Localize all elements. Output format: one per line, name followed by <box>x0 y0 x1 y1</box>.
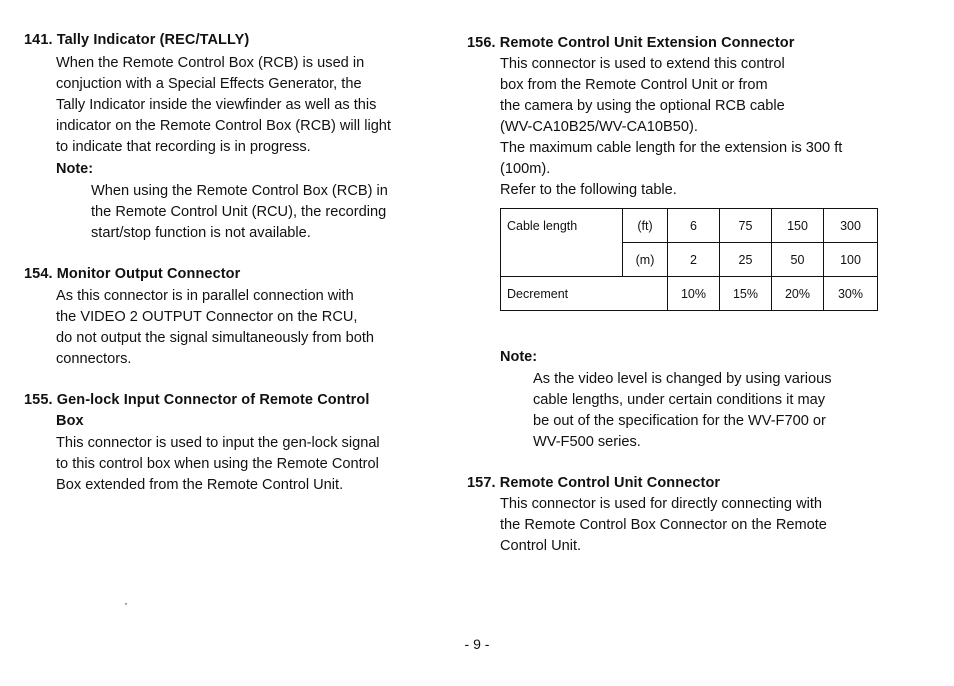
table-cell: 75 <box>720 209 772 243</box>
table-row <box>501 277 878 311</box>
section-141-heading: 141. Tally Indicator (REC/TALLY) <box>24 32 250 48</box>
scan-speck: · <box>124 596 128 610</box>
text-line: be out of the specification for the WV-F700 or <box>533 413 826 429</box>
m-unit-cell: (m) <box>623 243 668 277</box>
text-line: (100m). <box>500 161 551 177</box>
text-line: Refer to the following table. <box>500 182 677 198</box>
decrement-label: Decrement <box>501 277 668 311</box>
cable-length-label: Cable length <box>501 209 623 243</box>
text-line: indicator on the Remote Control Box (RCB) will light <box>56 118 391 134</box>
text-line: to indicate that recording is in progress. <box>56 139 311 155</box>
table-cell: 6 <box>668 209 720 243</box>
text-line: do not output the signal simultaneously from both <box>56 330 375 346</box>
table-cell: 2 <box>668 243 720 277</box>
table-cell: 25 <box>720 243 772 277</box>
table-row <box>501 209 878 243</box>
text-line: As the video level is changed by using various <box>533 371 832 387</box>
text-line: Box extended from the Remote Control Unit. <box>56 477 344 493</box>
text-line: box from the Remote Control Unit or from <box>500 77 768 93</box>
table-cell <box>501 243 623 277</box>
section-154-heading: 154. Monitor Output Connector <box>24 266 241 282</box>
section-157-heading: 157. Remote Control Unit Connector <box>467 475 721 491</box>
section-141-note-label: Note: <box>56 161 94 177</box>
text-line: Control Unit. <box>500 538 582 554</box>
text-line: the camera by using the optional RCB cable <box>500 98 785 114</box>
table-cell: 15% <box>720 277 772 311</box>
cable-length-table <box>500 208 878 311</box>
table-cell: 30% <box>824 277 878 311</box>
section-154-body <box>56 286 438 370</box>
text-line: the Remote Control Box Connector on the Remote <box>500 517 827 533</box>
text-line: The maximum cable length for the extension is 300 ft <box>500 140 843 156</box>
section-156-note-body <box>533 369 883 453</box>
section-141-note-body <box>91 181 438 244</box>
text-line: When the Remote Control Box (RCB) is used in <box>56 55 365 71</box>
section-156-heading: 156. Remote Control Unit Extension Connector <box>467 35 795 51</box>
text-line: start/stop function is not available. <box>91 225 311 241</box>
table-cell: 100 <box>824 243 878 277</box>
text-line: conjuction with a Special Effects Generator, the <box>56 76 362 92</box>
text-line: cable lengths, under certain conditions it may <box>533 392 826 408</box>
section-156-body <box>500 54 881 201</box>
text-line: the Remote Control Unit (RCU), the recording <box>91 204 387 220</box>
text-line: When using the Remote Control Box (RCB) in <box>91 183 388 199</box>
text-line: (WV-CA10B25/WV-CA10B50). <box>500 119 698 135</box>
section-155-heading-cont: Box <box>56 413 84 429</box>
text-line: connectors. <box>56 351 132 367</box>
table-cell: 50 <box>772 243 824 277</box>
text-line: Tally Indicator inside the viewfinder as well as this <box>56 97 377 113</box>
text-line: WV-F500 series. <box>533 434 641 450</box>
ft-unit-cell: (ft) <box>623 209 668 243</box>
section-156-note-label: Note: <box>500 349 538 365</box>
section-155-heading: 155. Gen-lock Input Connector of Remote Control <box>24 392 370 408</box>
page-number: - 9 - <box>464 636 490 652</box>
table-row <box>501 243 878 277</box>
text-line: the VIDEO 2 OUTPUT Connector on the RCU, <box>56 309 358 325</box>
text-line: This connector is used to input the gen-lock signal <box>56 435 380 451</box>
table-cell: 10% <box>668 277 720 311</box>
table-cell: 20% <box>772 277 824 311</box>
text-line: This connector is used to extend this control <box>500 56 785 72</box>
text-line: This connector is used for directly connecting with <box>500 496 823 512</box>
section-141-body <box>56 53 438 158</box>
text-line: As this connector is in parallel connection with <box>56 288 354 304</box>
table-cell: 300 <box>824 209 878 243</box>
table-cell: 150 <box>772 209 824 243</box>
section-155-body <box>56 433 438 496</box>
section-157-body <box>500 494 884 557</box>
text-line: to this control box when using the Remote Control <box>56 456 379 472</box>
